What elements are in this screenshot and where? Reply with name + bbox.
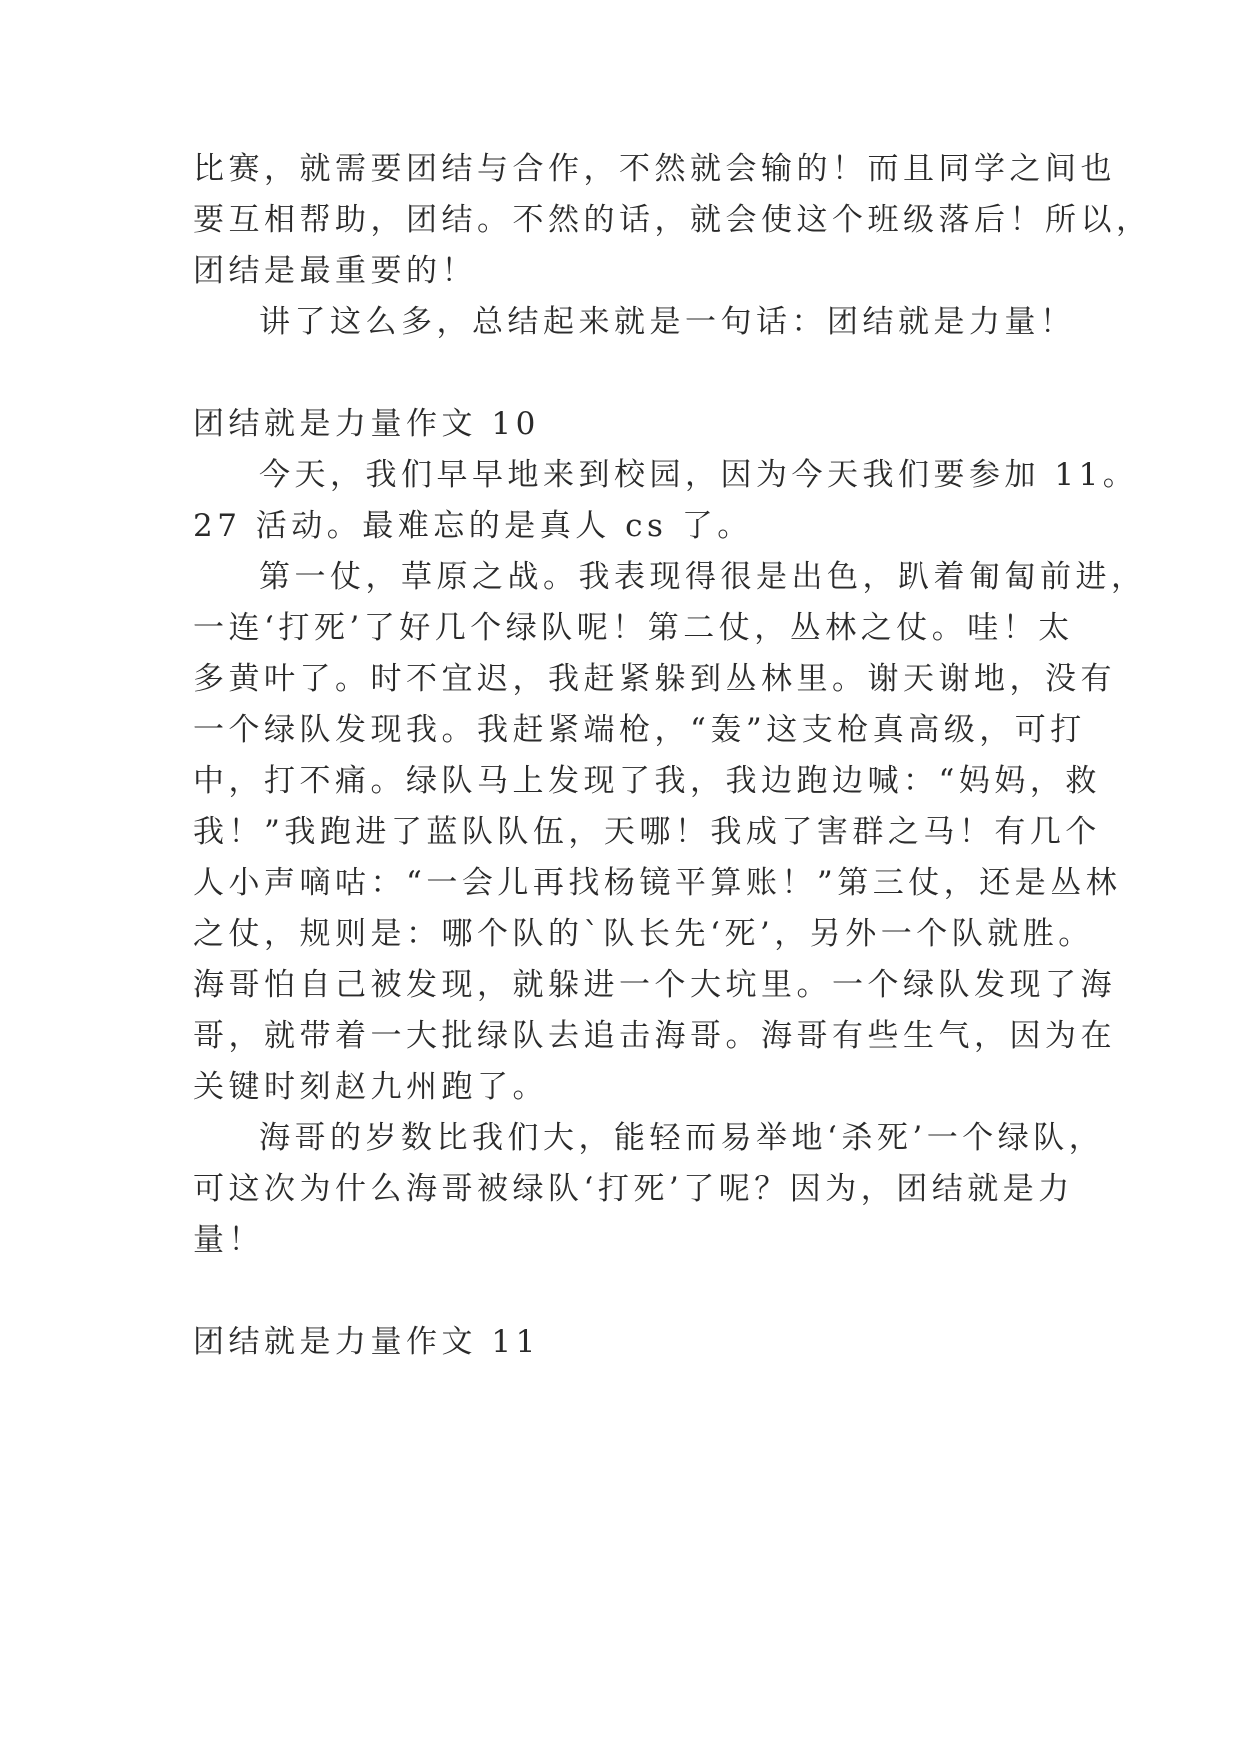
section-heading: 团结就是力量作文 10 bbox=[193, 406, 540, 442]
paragraph-line: 关键时刻赵九州跑了。 bbox=[193, 1069, 548, 1105]
paragraph-line: 讲了这么多，总结起来就是一句话：团结就是力量！ bbox=[259, 304, 1076, 340]
paragraph-line: 多黄叶了。时不宜迟，我赶紧躲到丛林里。谢天谢地，没有 bbox=[193, 661, 1116, 697]
paragraph-line: 27 活动。最难忘的是真人 cs 了。 bbox=[193, 508, 753, 544]
paragraph-line: 人小声嘀咕：“一会儿再找杨镜平算账！”第三仗，还是丛林 bbox=[193, 865, 1122, 901]
paragraph-line: 团结是最重要的！ bbox=[193, 253, 477, 289]
paragraph-line: 比赛，就需要团结与合作，不然就会输的！而且同学之间也 bbox=[193, 151, 1116, 187]
paragraph-line: 我！”我跑进了蓝队队伍，天哪！我成了害群之马！有几个 bbox=[193, 814, 1101, 850]
paragraph-line: 哥，就带着一大批绿队去追击海哥。海哥有些生气，因为在 bbox=[193, 1018, 1116, 1054]
paragraph-line: 中，打不痛。绿队马上发现了我，我边跑边喊：“妈妈，救 bbox=[193, 763, 1101, 799]
paragraph-line: 之仗，规则是：哪个队的`队长先‘死’，另外一个队就胜。 bbox=[193, 916, 1094, 952]
paragraph-line: 要互相帮助，团结。不然的话，就会使这个班级落后！所以， bbox=[193, 202, 1152, 238]
paragraph-line: 一连‘打死’了好几个绿队呢！第二仗，丛林之仗。哇！太 bbox=[193, 610, 1074, 646]
section-heading: 团结就是力量作文 11 bbox=[193, 1324, 540, 1360]
paragraph-line: 可这次为什么海哥被绿队‘打死’了呢？因为，团结就是力 bbox=[193, 1171, 1074, 1207]
paragraph-line: 第一仗，草原之战。我表现得很是出色，趴着匍匐前进， bbox=[259, 559, 1147, 595]
paragraph-line: 量！ bbox=[193, 1222, 264, 1258]
paragraph-line: 今天，我们早早地来到校园，因为今天我们要参加 11。 bbox=[259, 457, 1139, 493]
paragraph-line: 一个绿队发现我。我赶紧端枪，“轰”这支枪真高级，可打 bbox=[193, 712, 1086, 748]
paragraph-line: 海哥怕自己被发现，就躲进一个大坑里。一个绿队发现了海 bbox=[193, 967, 1116, 1003]
paragraph-line: 海哥的岁数比我们大，能轻而易举地‘杀死’一个绿队， bbox=[259, 1120, 1105, 1156]
